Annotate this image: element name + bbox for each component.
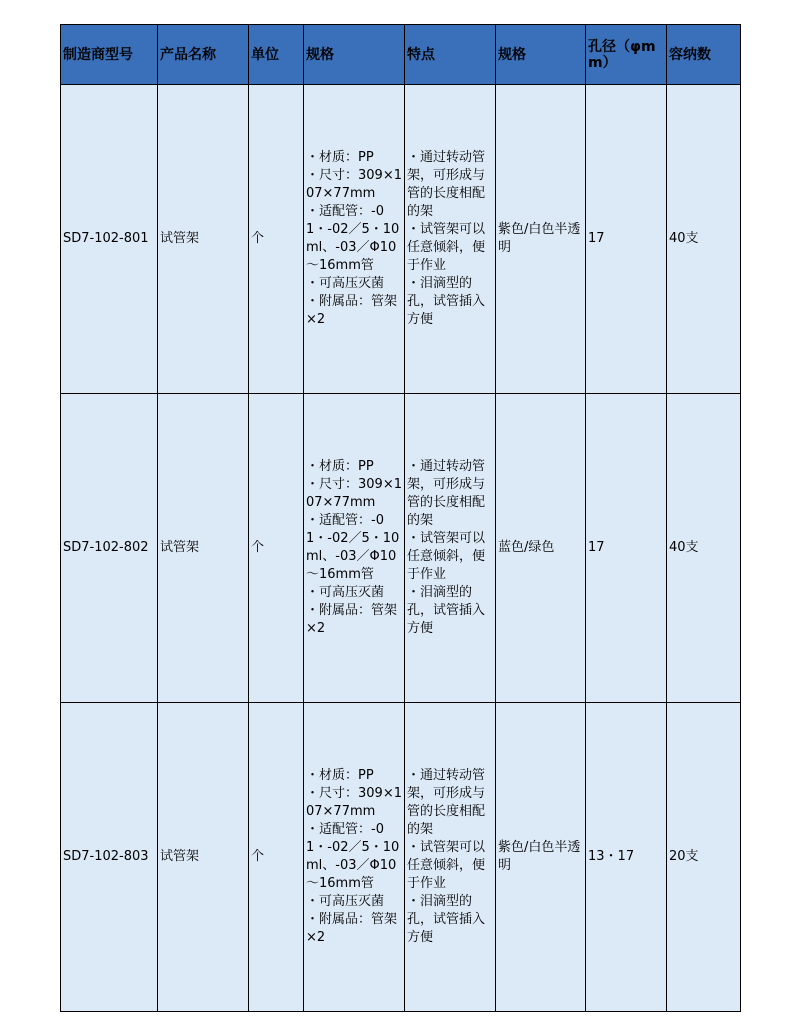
cell-model: SD7-102-803 xyxy=(61,703,158,1012)
feature-line: ・通过转动管架，可形成与管的长度相配的架 xyxy=(407,150,486,219)
cell-spec xyxy=(304,703,405,1012)
cell-hole-diameter: 13・17 xyxy=(586,703,667,1012)
header-color-spec: 规格 xyxy=(496,25,586,85)
cell-capacity: 40支 xyxy=(667,394,741,703)
cell-hole-diameter: 17 xyxy=(586,85,667,394)
cell-product-name: 试管架 xyxy=(158,85,249,394)
header-hole-diameter: 孔径（φmm） xyxy=(586,25,667,85)
table-row xyxy=(61,85,741,394)
header-spec: 规格 xyxy=(304,25,405,85)
cell-features xyxy=(405,85,496,394)
header-unit: 单位 xyxy=(249,25,304,85)
spec-line: ・可高压灭菌 xyxy=(306,276,385,291)
spec-line: ・材质：PP xyxy=(306,768,374,783)
cell-model: SD7-102-801 xyxy=(61,85,158,394)
spec-line: ・尺寸：309×107×77mm xyxy=(306,168,402,201)
feature-line: ・泪滴型的孔，试管插入方便 xyxy=(407,585,486,636)
cell-hole-diameter: 17 xyxy=(586,394,667,703)
cell-features xyxy=(405,394,496,703)
table-row xyxy=(61,703,741,1012)
cell-model: SD7-102-802 xyxy=(61,394,158,703)
cell-capacity: 20支 xyxy=(667,703,741,1012)
header-product-name: 产品名称 xyxy=(158,25,249,85)
cell-unit: 个 xyxy=(249,703,304,1012)
spec-line: ・材质：PP xyxy=(306,459,374,474)
feature-line: ・泪滴型的孔，试管插入方便 xyxy=(407,276,486,327)
spec-line: ・可高压灭菌 xyxy=(306,894,385,909)
feature-line: ・通过转动管架，可形成与管的长度相配的架 xyxy=(407,768,486,837)
feature-line: ・试管架可以任意倾斜，便于作业 xyxy=(407,531,486,582)
spec-line: ・尺寸：309×107×77mm xyxy=(306,477,402,510)
cell-color: 蓝色/绿色 xyxy=(496,394,586,703)
feature-line: ・试管架可以任意倾斜，便于作业 xyxy=(407,222,486,273)
spec-line: ・可高压灭菌 xyxy=(306,585,385,600)
header-capacity: 容纳数 xyxy=(667,25,741,85)
spec-line: ・适配管：-01・-02／5・10ml、-03／Φ10～16mm管 xyxy=(306,513,400,582)
spec-line: ・适配管：-01・-02／5・10ml、-03／Φ10～16mm管 xyxy=(306,204,400,273)
spec-line: ・附属品：管架×2 xyxy=(306,912,398,945)
cell-product-name: 试管架 xyxy=(158,703,249,1012)
feature-line: ・通过转动管架，可形成与管的长度相配的架 xyxy=(407,459,486,528)
cell-spec xyxy=(304,85,405,394)
cell-color: 紫色/白色半透明 xyxy=(496,703,586,1012)
product-spec-table xyxy=(60,24,741,1012)
spec-line: ・材质：PP xyxy=(306,150,374,165)
cell-features xyxy=(405,703,496,1012)
spec-line: ・适配管：-01・-02／5・10ml、-03／Φ10～16mm管 xyxy=(306,822,400,891)
feature-line: ・试管架可以任意倾斜，便于作业 xyxy=(407,840,486,891)
header-model: 制造商型号 xyxy=(61,25,158,85)
spec-line: ・尺寸：309×107×77mm xyxy=(306,786,402,819)
feature-line: ・泪滴型的孔，试管插入方便 xyxy=(407,894,486,945)
cell-spec xyxy=(304,394,405,703)
cell-unit: 个 xyxy=(249,394,304,703)
table-header-row xyxy=(61,25,741,85)
cell-product-name: 试管架 xyxy=(158,394,249,703)
table-row xyxy=(61,394,741,703)
spec-line: ・附属品：管架×2 xyxy=(306,603,398,636)
spec-line: ・附属品：管架×2 xyxy=(306,294,398,327)
header-features: 特点 xyxy=(405,25,496,85)
cell-color: 紫色/白色半透明 xyxy=(496,85,586,394)
cell-unit: 个 xyxy=(249,85,304,394)
cell-capacity: 40支 xyxy=(667,85,741,394)
